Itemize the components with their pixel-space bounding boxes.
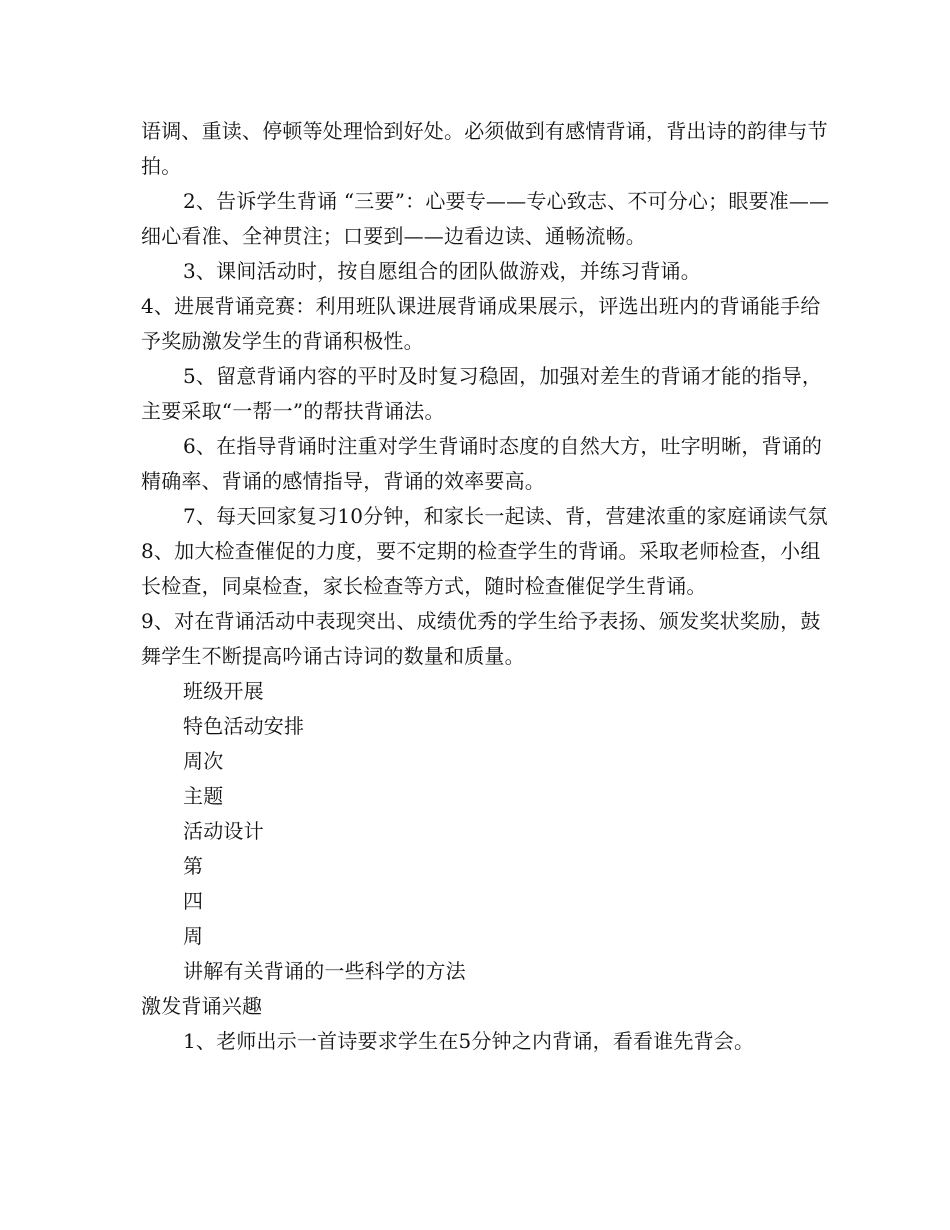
- paragraph-guidance: 6、在指导背诵时注重对学生背诵时态度的自然大方，吐字明晰，背诵的精确率、背诵的感情指导，背诵的效率要高。: [141, 434, 823, 493]
- table-line-method: 讲解有关背诵的一些科学的方法: [183, 959, 466, 983]
- paragraph-checking: 8、加大检查催促的力度，要不定期的检查学生的背诵。采取老师检查，小组长检查，同桌检查，家长检查等方式，随时检查催促学生背诵。: [141, 539, 821, 598]
- paragraph-break-activities: 3、课间活动时，按自愿组合的团队做游戏，并练习背诵。: [183, 259, 701, 283]
- paragraph-intonation: 语调、重读、停顿等处理恰到好处。必须做到有感情背诵，背出诗的韵律与节拍。: [141, 119, 828, 178]
- table-line-design-heading: 活动设计: [183, 819, 264, 843]
- paragraph-recitation-contest: 4、进展背诵竞赛：利用班队课进展背诵成果展示，评选出班内的背诵能手给予奖励激发学生的背诵积极性。: [141, 294, 821, 353]
- paragraph-three-requirements: 2、告诉学生背诵 “三要”：心要专——专心致志、不可分心；眼要准——细心看准、全神贯注；口要到——边看边读、通畅流畅。: [141, 189, 830, 248]
- table-line-week-di: 第: [183, 854, 204, 878]
- table-line-class: 班级开展: [183, 679, 264, 703]
- table-line-week-heading: 周次: [183, 749, 224, 773]
- table-line-theme-heading: 主题: [183, 784, 224, 808]
- paragraph-stimulate-interest: 激发背诵兴趣: [141, 994, 263, 1018]
- table-line-activity-plan: 特色活动安排: [183, 714, 305, 738]
- paragraph-praise: 9、对在背诵活动中表现突出、成绩优秀的学生给予表扬、颁发奖状奖励，鼓舞学生不断提高吟诵古诗词的数量和质量。: [141, 609, 821, 668]
- table-line-week-four: 四: [183, 889, 204, 913]
- paragraph-review: 5、留意背诵内容的平时及时复习稳固，加强对差生的背诵才能的指导，主要采取“一帮一”的帮扶背诵法。: [141, 364, 823, 423]
- table-line-week-zhou: 周: [183, 924, 204, 948]
- document-body: [141, 114, 831, 1059]
- paragraph-home-review: 7、每天回家复习10分钟，和家长一起读、背，营建浓重的家庭诵读气氛: [183, 504, 828, 528]
- paragraph-five-minute-poem: 1、老师出示一首诗要求学生在5分钟之内背诵，看看谁先背会。: [183, 1029, 755, 1053]
